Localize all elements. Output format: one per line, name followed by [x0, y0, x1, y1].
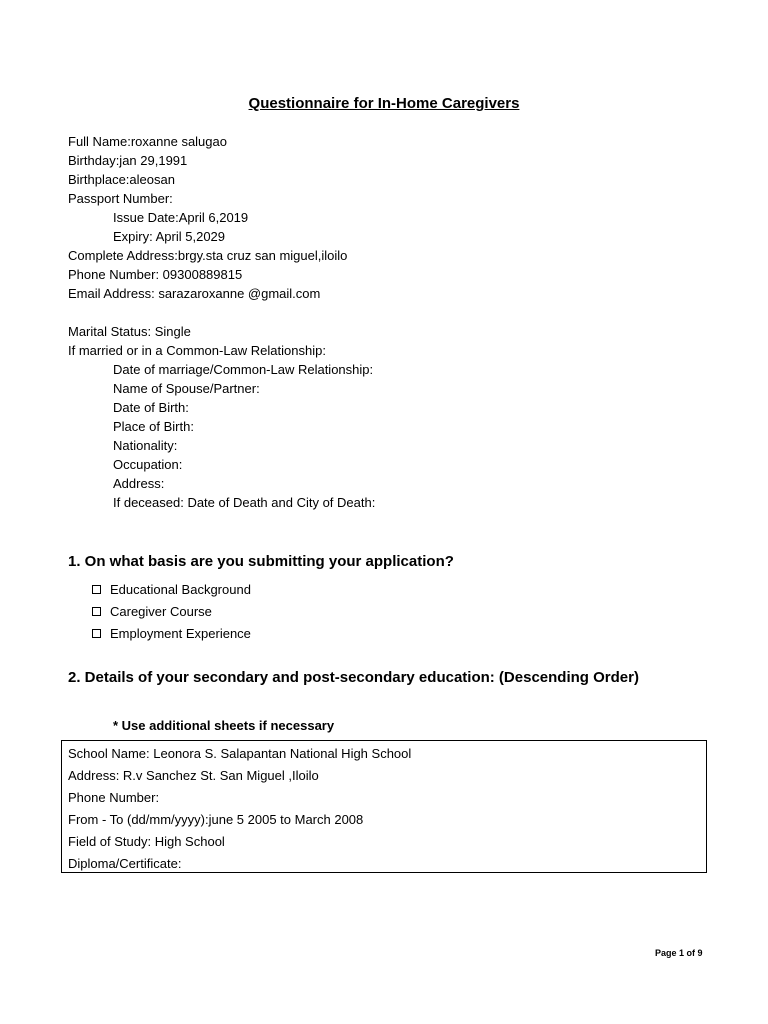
expiry-line: Expiry: April 5,2029 [113, 229, 226, 244]
checkbox-icon[interactable] [92, 607, 101, 616]
school-dates-line: From - To (dd/mm/yyyy):june 5 2005 to March 2008 [68, 812, 364, 827]
school-phone-line: Phone Number: [68, 790, 160, 805]
date-of-marriage-line: Date of marriage/Common-Law Relationship: [113, 362, 374, 377]
birthday-line: Birthday:jan 29,1991 [68, 153, 188, 168]
option-label: Caregiver Course [110, 603, 212, 619]
question-1-heading: 1. On what basis are you submitting your application? [68, 553, 454, 570]
marital-status-line: Marital Status: Single [68, 324, 191, 339]
spouse-nationality-line: Nationality: [113, 438, 178, 453]
additional-sheets-note: * Use additional sheets if necessary [113, 718, 335, 733]
school-address-line: Address: R.v Sanchez St. San Miguel ,Iloilo [68, 768, 319, 783]
diploma-line: Diploma/Certificate: [68, 856, 182, 871]
spouse-pob-line: Place of Birth: [113, 419, 194, 434]
checkbox-icon[interactable] [92, 629, 101, 638]
spouse-occupation-line: Occupation: [113, 457, 183, 472]
checkbox-icon[interactable] [92, 585, 101, 594]
deceased-line: If deceased: Date of Death and City of Death: [113, 495, 376, 510]
email-line: Email Address: sarazaroxanne @gmail.com [68, 286, 321, 301]
education-box [61, 740, 707, 873]
page-title: Questionnaire for In-Home Caregivers [248, 95, 520, 112]
full-name-line: Full Name:roxanne salugao [68, 134, 227, 149]
applicant-details [68, 132, 375, 512]
option-caregiver-course[interactable] [92, 600, 251, 622]
question-1-options [92, 578, 251, 644]
phone-line: Phone Number: 09300889815 [68, 267, 243, 282]
option-employment-experience[interactable] [92, 622, 251, 644]
spouse-address-line: Address: [113, 476, 165, 491]
option-label: Employment Experience [110, 625, 251, 641]
issue-date-line: Issue Date:April 6,2019 [113, 210, 249, 225]
school-name-line: School Name: Leonora S. Salapantan National High School [68, 746, 412, 761]
birthplace-line: Birthplace:aleosan [68, 172, 175, 187]
option-educational-background[interactable] [92, 578, 251, 600]
if-married-line: If married or in a Common-Law Relationship: [68, 343, 326, 358]
page-number: Page 1 of 9 [655, 948, 703, 958]
spouse-name-line: Name of Spouse/Partner: [113, 381, 260, 396]
spacer [68, 303, 375, 322]
field-of-study-line: Field of Study: High School [68, 834, 225, 849]
question-2-heading: 2. Details of your secondary and post-secondary education: (Descending Order) [68, 669, 639, 686]
spouse-dob-line: Date of Birth: [113, 400, 189, 415]
passport-number-line: Passport Number: [68, 191, 173, 206]
address-line: Complete Address:brgy.sta cruz san miguel,iloilo [68, 248, 348, 263]
option-label: Educational Background [110, 581, 251, 597]
